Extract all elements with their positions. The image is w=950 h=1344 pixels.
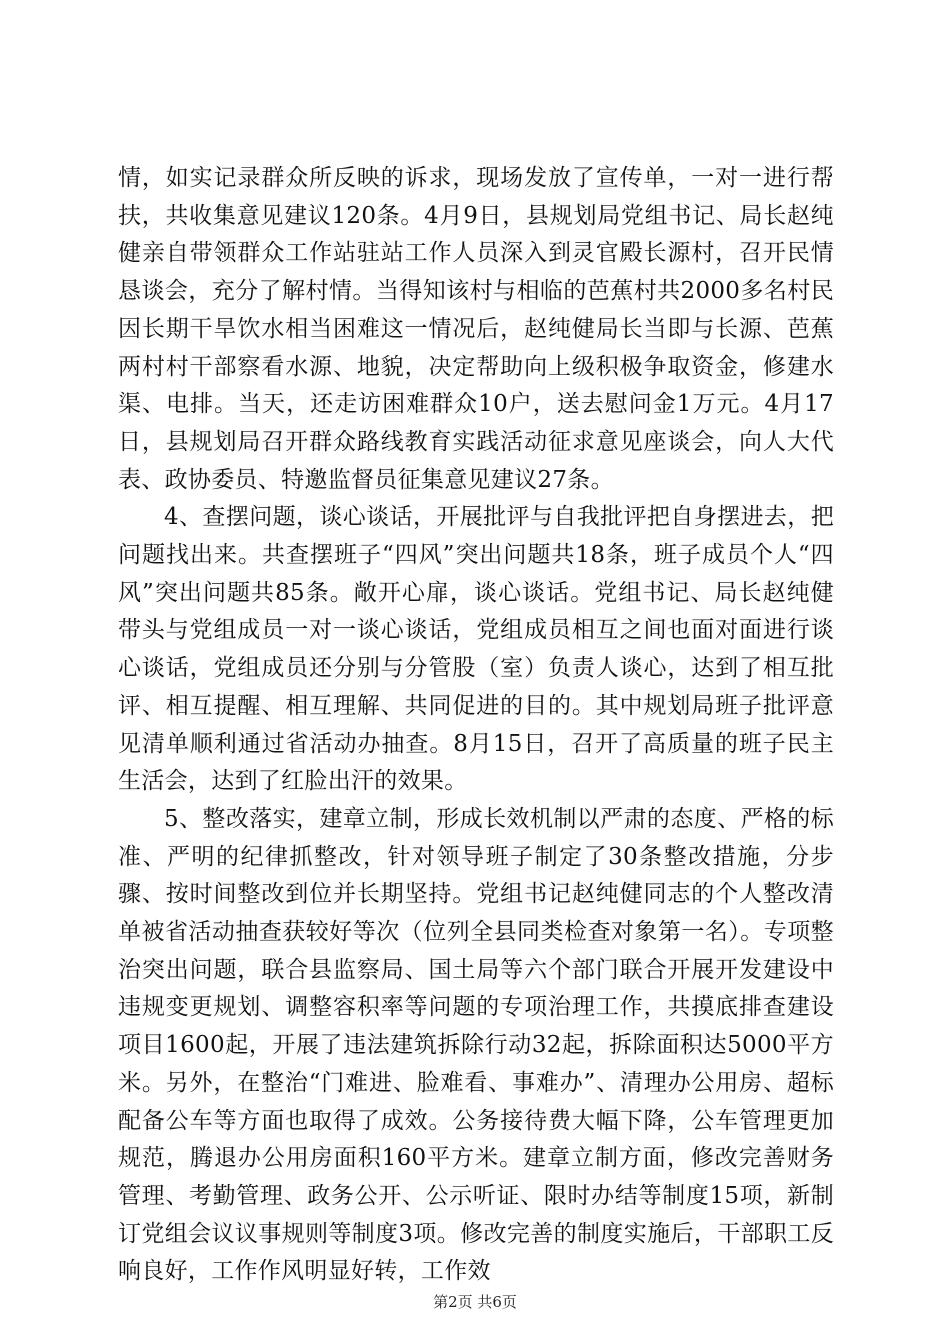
body-text xyxy=(118,160,834,1291)
paragraph-1: 情，如实记录群众所反映的诉求，现场发放了宣传单，一对一进行帮扶，共收集意见建议120条。4月9日，县规划局党组书记、局长赵纯健亲自带领群众工作站驻站工作人员深入到灵官殿长源村，召开民情恳谈会，充分了解村情。当得知该村与相临的芭蕉村共2000多名村民因长期干旱饮水相当困难这一情况后，赵纯健局长当即与长源、芭蕉两村村干部察看水源、地貌，决定帮助向上级积极争取资金，修建水渠、电排。当天，还走访困难群众10户，送去慰问金1万元。4月17日，县规划局召开群众路线教育实践活动征求意见座谈会，向人大代表、政协委员、特邀监督员征集意见建议27条。 xyxy=(118,165,834,493)
page-number-footer: 第2页 共6页 xyxy=(433,1293,517,1311)
paragraph-3: 5、整改落实，建章立制，形成长效机制以严肃的态度、严格的标准、严明的纪律抓整改，针对领导班子制定了30条整改措施，分步骤、按时间整改到位并长期坚持。党组书记赵纯健同志的个人整改清单被省活动抽查获较好等次（位列全县同类检查对象第一名）。专项整治突出问题，联合县监察局、国土局等六个部门联合开展开发建设中违规变更规划、调整容积率等问题的专项治理工作，共摸底排查建设项目1600起，开展了违法建筑拆除行动32起，拆除面积达5000平方米。另外，在整治“门难进、脸难看、事难办”、清理办公用房、超标配备公车等方面也取得了成效。公务接待费大幅下降，公车管理更加规范，腾退办公用房面积160平方米。建章立制方面，修改完善财务管理、考勤管理、政务公开、公示听证、限时办结等制度15项，新制订党组会议议事规则等制度3项。修改完善的制度实施后，干部职工反响良好，工作作风明显好转，工作效 xyxy=(118,805,834,1285)
paragraph-2: 4、查摆问题，谈心谈话，开展批评与自我批评把自身摆进去，把问题找出来。共查摆班子“四风”突出问题共18条，班子成员个人“四风”突出问题共85条。敞开心扉，谈心谈话。党组书记、局长赵纯健带头与党组成员一对一谈心谈话，党组成员相互之间也面对面进行谈心谈话，党组成员还分别与分管股（室）负责人谈心，达到了相互批评、相互提醒、相互理解、共同促进的目的。其中规划局班子批评意见清单顺利通过省活动办抽查。8月15日，召开了高质量的班子民主生活会，达到了红脸出汗的效果。 xyxy=(118,504,834,795)
